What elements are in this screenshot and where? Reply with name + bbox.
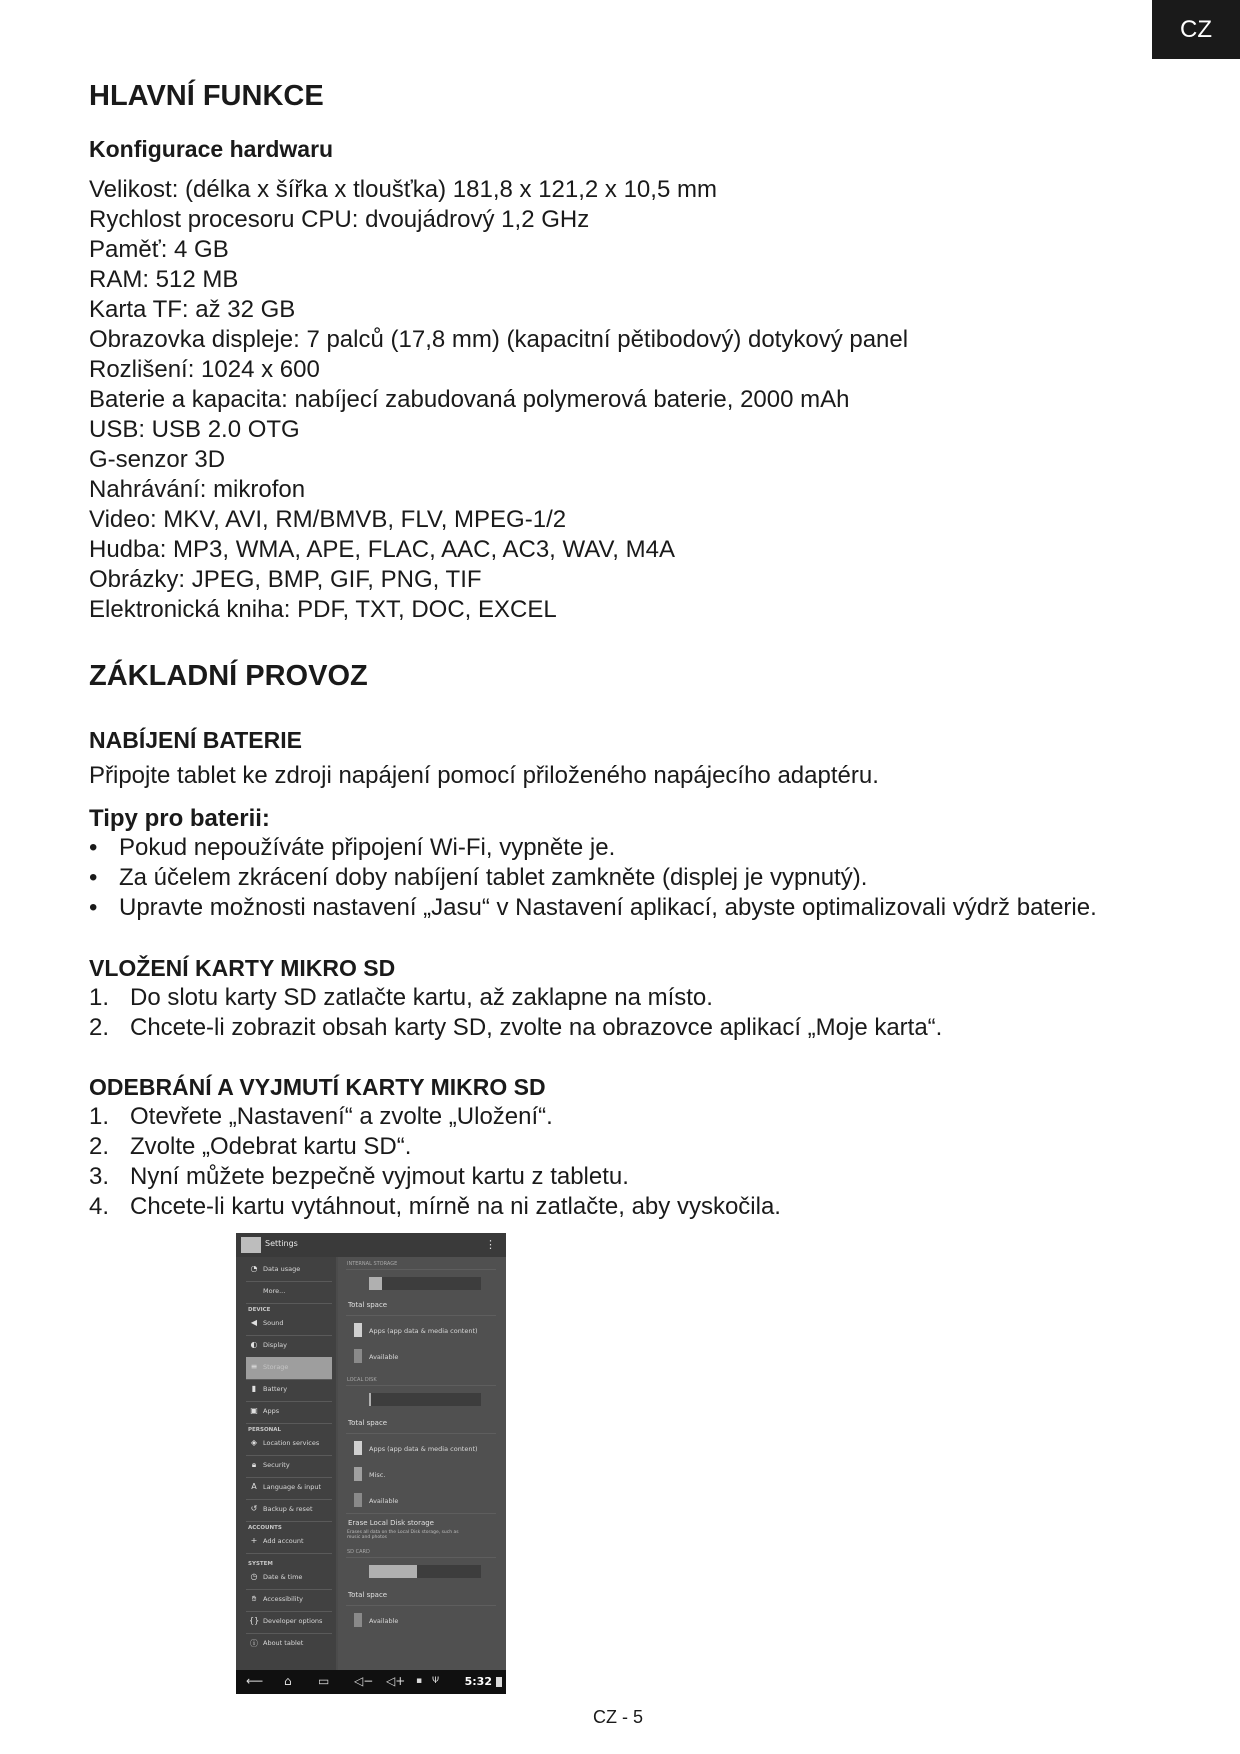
- menu-item-sound: ◀ Sound: [246, 1313, 332, 1336]
- menu-item-about: ⓘ About tablet: [250, 1639, 304, 1648]
- clock-icon: ◷: [250, 1572, 258, 1581]
- sd-card-header: SD CARD: [347, 1549, 370, 1555]
- divider: [346, 1557, 496, 1558]
- settings-title: Settings: [265, 1239, 298, 1248]
- menu-item-data-usage: ◔ Data usage: [246, 1259, 332, 1282]
- spec-line: Nahrávání: mikrofon: [89, 476, 306, 503]
- spec-line: Obrazovka displeje: 7 palců (17,8 mm) (kapacitní pětibodový) dotykový panel: [89, 326, 909, 353]
- language-tab: CZ: [1152, 0, 1240, 59]
- menu-item-accessibility: ✋︎ Accessibility: [246, 1589, 332, 1612]
- erase-local-disk: Erase Local Disk storage: [348, 1519, 434, 1527]
- data-usage-icon: ◔: [250, 1264, 258, 1273]
- lock-icon: 🔒︎: [251, 1460, 257, 1469]
- display-icon: ◐: [250, 1340, 258, 1349]
- insert-sd-steps: [89, 983, 942, 1043]
- misc-color-swatch: [354, 1467, 362, 1481]
- bullet-marker: •: [89, 834, 98, 861]
- menu-item-location: ◈ Location services: [246, 1433, 332, 1456]
- battery-status-icon: [496, 1677, 502, 1687]
- battery-tips-heading: Tipy pro baterii:: [89, 805, 270, 832]
- remove-sd-steps: [89, 1102, 781, 1222]
- spec-line: Rychlost procesoru CPU: dvoujádrový 1,2 GHz: [89, 206, 590, 233]
- home-icon: ⌂: [284, 1674, 292, 1688]
- usb-icon: Ψ: [432, 1676, 440, 1686]
- menu-item-apps: ▣ Apps: [246, 1401, 332, 1424]
- list-item: • Pokud nepoužíváte připojení Wi-Fi, vypněte je.: [89, 834, 616, 861]
- internal-available-label: Available: [369, 1353, 399, 1361]
- add-icon: +: [250, 1536, 258, 1545]
- settings-menu: [236, 1257, 336, 1670]
- list-item: 3. Nyní můžete bezpečně vyjmout kartu z tabletu.: [89, 1163, 629, 1190]
- internal-storage-header: INTERNAL STORAGE: [347, 1261, 398, 1267]
- local-available-label: Available: [369, 1497, 399, 1505]
- apps-icon: ▣: [250, 1406, 258, 1415]
- menu-item-display: ◐ Display: [246, 1335, 332, 1358]
- available-color-swatch: [354, 1349, 362, 1363]
- spec-line: Baterie a kapacita: nabíjecí zabudovaná polymerová baterie, 2000 mAh: [89, 386, 850, 413]
- sd-total-space: Total space: [348, 1591, 388, 1599]
- spec-line: Velikost: (délka x šířka x tloušťka) 181,8 x 121,2 x 10,5 mm: [89, 176, 717, 203]
- sound-icon: ◀: [250, 1318, 258, 1327]
- menu-item-language: A Language & input: [246, 1477, 332, 1500]
- charging-heading: NABÍJENÍ BATERIE: [89, 727, 302, 753]
- spec-line: Karta TF: až 32 GB: [89, 296, 296, 323]
- available-color-swatch: [354, 1493, 362, 1507]
- back-icon: ⟵: [246, 1674, 264, 1688]
- menu-item-battery: ▮ Battery: [246, 1379, 332, 1402]
- internal-usage-fill: [369, 1277, 382, 1290]
- spec-line: Obrázky: JPEG, BMP, GIF, PNG, TIF: [89, 566, 482, 593]
- sd-usage-bar: [369, 1565, 481, 1578]
- internal-total-space: Total space: [348, 1301, 388, 1309]
- divider: [346, 1513, 496, 1514]
- spec-line: Video: MKV, AVI, RM/BMVB, FLV, MPEG-1/2: [89, 506, 567, 533]
- available-color-swatch: [354, 1613, 362, 1627]
- divider: [346, 1269, 496, 1270]
- list-item: • Upravte možnosti nastavení „Jasu“ v Nastavení aplikací, abyste optimalizovali výdrž baterie.: [89, 894, 1097, 921]
- divider: [346, 1315, 496, 1316]
- charging-text: Připojte tablet ke zdroji napájení pomocí přiloženého napájecího adaptéru.: [89, 762, 879, 789]
- volume-down-icon: ◁−: [354, 1674, 374, 1688]
- bullet-marker: •: [89, 894, 98, 921]
- local-total-space: Total space: [348, 1419, 388, 1427]
- menu-item-security: 🔒︎ Security: [246, 1455, 332, 1478]
- overflow-menu-icon: ⋮: [485, 1238, 496, 1251]
- menu-item-storage: ≡ Storage: [246, 1357, 332, 1380]
- settings-app-icon: [241, 1237, 261, 1253]
- local-misc-label: Misc.: [369, 1471, 386, 1479]
- spec-line: RAM: 512 MB: [89, 266, 239, 293]
- settings-title-bar: [236, 1233, 506, 1257]
- spec-line: USB: USB 2.0 OTG: [89, 416, 300, 443]
- info-icon: ⓘ: [250, 1639, 258, 1648]
- recent-apps-icon: ▭: [318, 1674, 330, 1688]
- menu-header-accounts: ACCOUNTS: [248, 1525, 282, 1531]
- battery-tips-list: [89, 833, 1097, 923]
- tablet-settings-screenshot: [236, 1233, 506, 1694]
- apps-color-swatch: [354, 1323, 362, 1337]
- menu-item-developer: {} Developer options: [246, 1611, 332, 1634]
- local-apps-label: Apps (app data & media content): [369, 1445, 478, 1453]
- braces-icon: {}: [249, 1616, 260, 1625]
- hardware-config-subtitle: Konfigurace hardwaru: [89, 136, 334, 162]
- status-clock: 5:32: [464, 1675, 492, 1688]
- sd-available-label: Available: [369, 1617, 399, 1625]
- internal-apps-label: Apps (app data & media content): [369, 1327, 478, 1335]
- menu-item-date-time: ◷ Date & time: [246, 1567, 332, 1590]
- menu-item-add-account: + Add account: [246, 1531, 332, 1554]
- spec-line: Hudba: MP3, WMA, APE, FLAC, AAC, AC3, WAV, M4A: [89, 536, 675, 563]
- sd-usage-fill: [369, 1565, 417, 1578]
- insert-sd-heading: VLOŽENÍ KARTY MIKRO SD: [89, 955, 396, 981]
- menu-item-backup: ↺ Backup & reset: [246, 1499, 332, 1522]
- local-usage-fill: [369, 1393, 371, 1406]
- menu-item-more: More...: [246, 1281, 332, 1304]
- hardware-spec-list: [89, 175, 908, 625]
- backup-icon: ↺: [250, 1504, 258, 1513]
- volume-up-icon: ◁+: [386, 1674, 406, 1688]
- spec-line: Rozlišení: 1024 x 600: [89, 356, 320, 383]
- internal-usage-bar: [369, 1277, 481, 1290]
- menu-header-personal: PERSONAL: [248, 1427, 282, 1433]
- divider: [346, 1605, 496, 1606]
- hand-icon: ✋︎: [251, 1594, 257, 1603]
- battery-icon: ▮: [251, 1384, 257, 1393]
- list-item: 1. Do slotu karty SD zatlačte kartu, až zaklapne na místo.: [89, 984, 713, 1011]
- list-item: 2. Zvolte „Odebrat kartu SD“.: [89, 1133, 412, 1160]
- list-item: • Za účelem zkrácení doby nabíjení tablet zamkněte (displej je vypnutý).: [89, 864, 868, 891]
- section-title-basic-operation: ZÁKLADNÍ PROVOZ: [89, 660, 368, 692]
- menu-header-device: DEVICE: [248, 1307, 271, 1313]
- section-title-main-features: HLAVNÍ FUNKCE: [89, 80, 324, 112]
- divider: [346, 1385, 496, 1386]
- menu-header-system: SYSTEM: [248, 1561, 273, 1567]
- local-disk-header: LOCAL DISK: [347, 1377, 377, 1383]
- spec-line: G-senzor 3D: [89, 446, 226, 473]
- storage-icon: ≡: [250, 1362, 258, 1371]
- storage-pane: [338, 1257, 506, 1670]
- list-item: 2. Chcete-li zobrazit obsah karty SD, zvolte na obrazovce aplikací „Moje karta“.: [89, 1014, 943, 1041]
- page-number: CZ - 5: [593, 1707, 644, 1727]
- list-item: 4. Chcete-li kartu vytáhnout, mírně na ni zatlačte, aby vyskočila.: [89, 1193, 781, 1220]
- system-nav-bar: [236, 1670, 506, 1694]
- apps-color-swatch: [354, 1441, 362, 1455]
- location-icon: ◈: [250, 1438, 258, 1447]
- divider: [346, 1433, 496, 1434]
- remove-sd-heading: ODEBRÁNÍ A VYJMUTÍ KARTY MIKRO SD: [89, 1074, 546, 1100]
- spec-line: Elektronická kniha: PDF, TXT, DOC, EXCEL: [89, 596, 557, 623]
- erase-local-disk-description: Erases all data on the Local Disk storage, such as music and photos: [347, 1530, 459, 1540]
- list-item: 1. Otevřete „Nastavení“ a zvolte „Uložení“.: [89, 1103, 553, 1130]
- notification-icon: ▪: [416, 1676, 423, 1686]
- language-icon: A: [251, 1482, 257, 1491]
- local-usage-bar: [369, 1393, 481, 1406]
- bullet-marker: •: [89, 864, 98, 891]
- spec-line: Paměť: 4 GB: [89, 236, 229, 263]
